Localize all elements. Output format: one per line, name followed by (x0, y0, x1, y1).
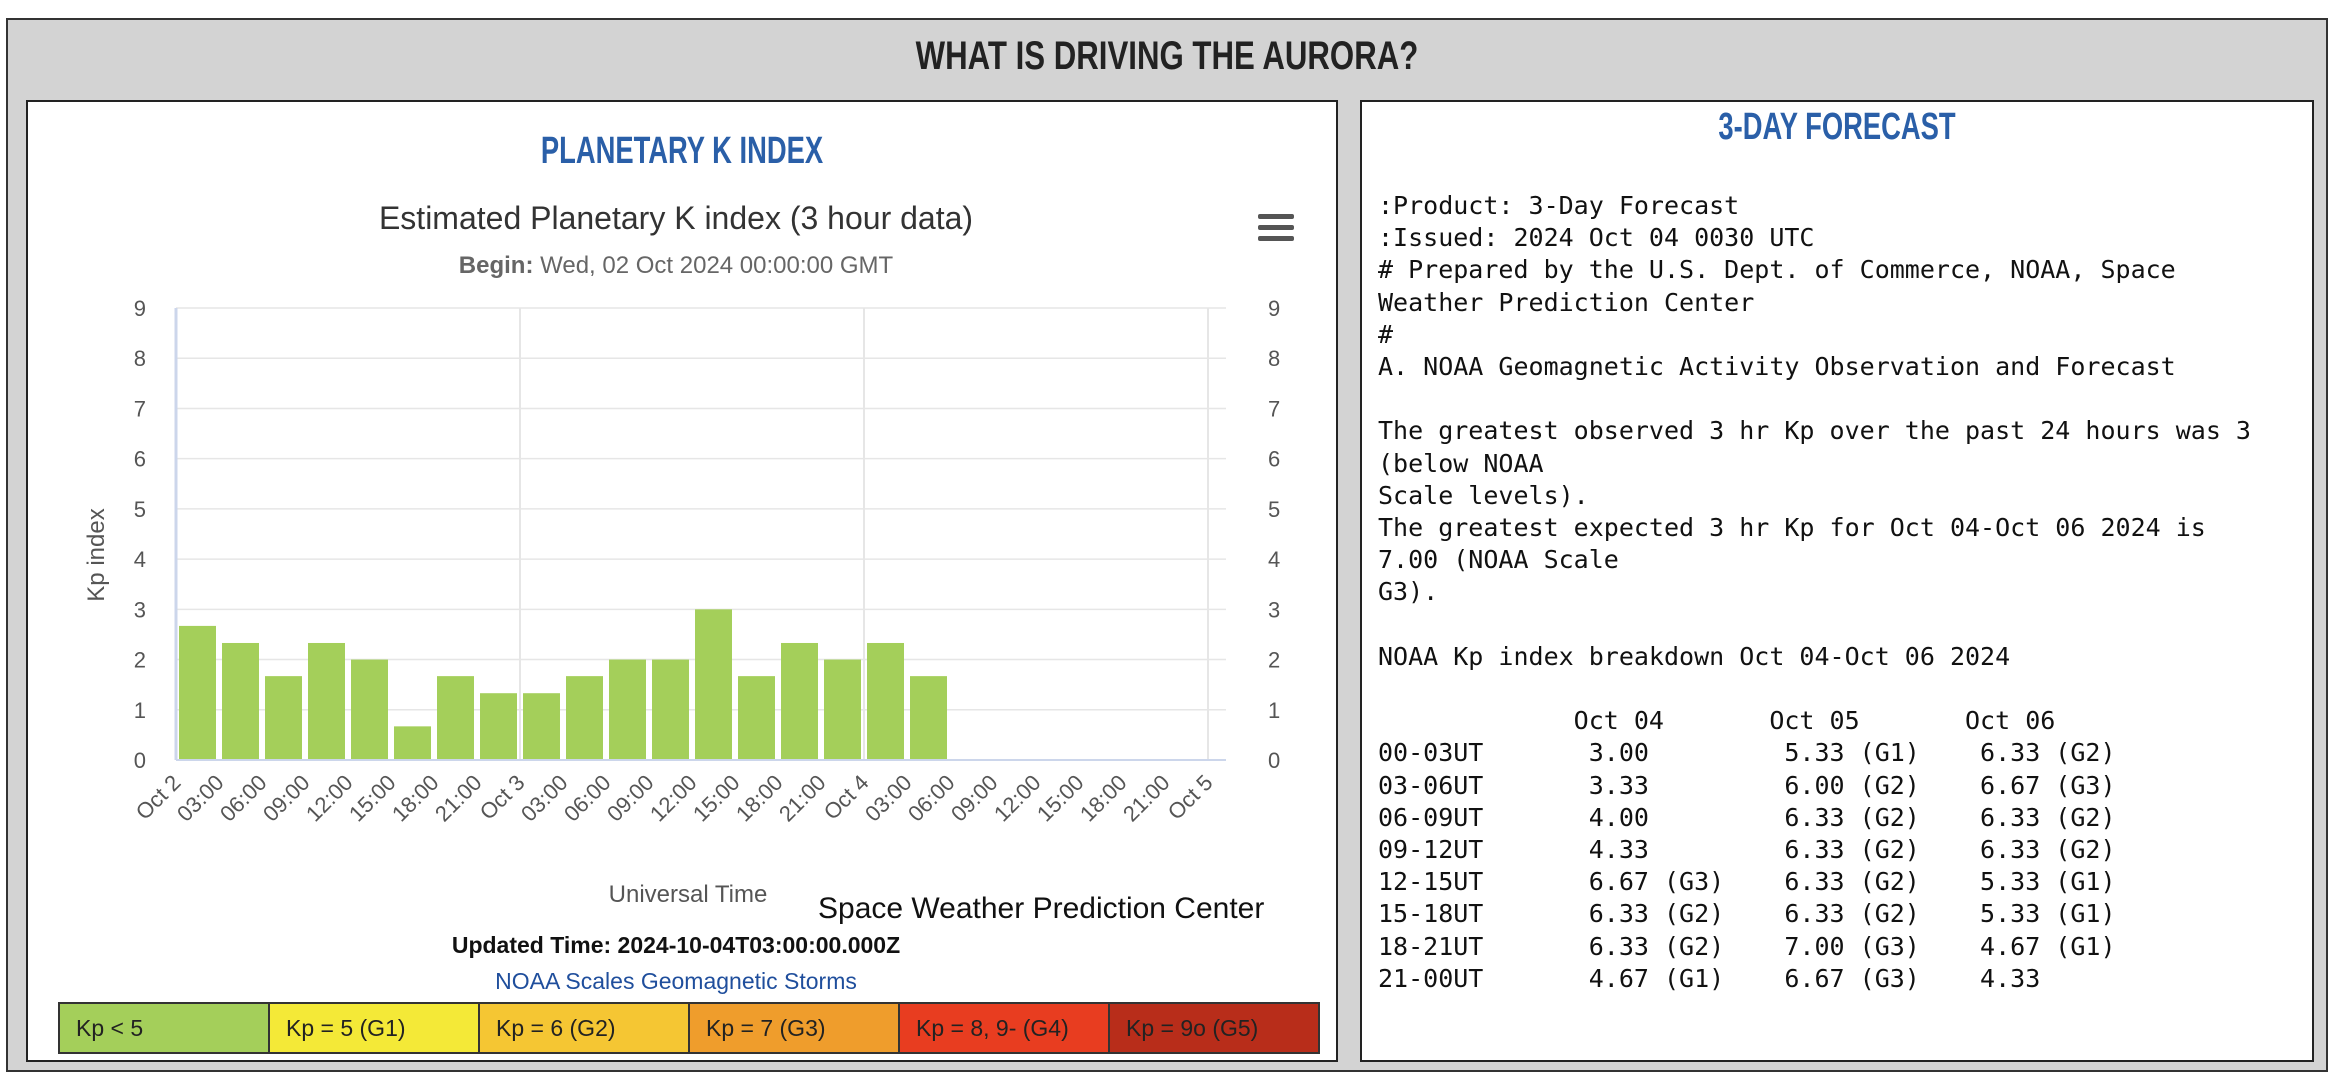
kp-bar[interactable] (265, 676, 302, 760)
subtitle-value: Wed, 02 Oct 2024 00:00:00 GMT (540, 252, 894, 279)
y-tick-label-right: 5 (1268, 496, 1281, 522)
kp-bar[interactable] (222, 643, 259, 760)
kp-bar[interactable] (523, 693, 560, 760)
kp-bar[interactable] (566, 676, 603, 760)
kp-bar[interactable] (308, 643, 345, 760)
legend-item: Kp = 6 (G2) (480, 1004, 690, 1052)
legend-item: Kp = 9o (G5) (1110, 1004, 1318, 1052)
y-tick-label-left: 6 (133, 446, 146, 472)
legend-item: Kp = 5 (G1) (270, 1004, 480, 1052)
y-tick-label-left: 3 (133, 597, 146, 623)
x-tick-label: 03:00 (515, 769, 573, 827)
kp-bar[interactable] (867, 643, 904, 760)
x-tick-label: 15:00 (343, 769, 401, 827)
kp-bar[interactable] (609, 660, 646, 760)
noaa-scales-link[interactable]: NOAA Scales Geomagnetic Storms (495, 968, 857, 994)
panel-title-forecast: 3-DAY FORECAST (1718, 106, 1956, 148)
x-tick-label: 03:00 (171, 769, 229, 827)
y-tick-label-left: 5 (133, 496, 146, 522)
kp-bar[interactable] (394, 726, 431, 760)
kp-bar[interactable] (781, 643, 818, 760)
x-tick-label: 21:00 (429, 769, 487, 827)
subtitle-label: Begin: (458, 252, 534, 279)
chart-title: Estimated Planetary K index (3 hour data) (378, 200, 974, 236)
y-tick-label-left: 2 (133, 647, 146, 673)
x-tick-label: 06:00 (902, 769, 960, 827)
kp-bar[interactable] (695, 609, 732, 760)
y-tick-label-right: 9 (1268, 296, 1281, 321)
x-tick-label: 09:00 (945, 769, 1003, 827)
kp-bar[interactable] (652, 660, 689, 760)
kp-bar[interactable] (437, 676, 474, 760)
x-tick-label: 15:00 (687, 769, 745, 827)
y-tick-label-right: 1 (1268, 697, 1281, 723)
y-tick-label-right: 7 (1268, 396, 1281, 422)
x-tick-label: 06:00 (558, 769, 616, 827)
kp-bar[interactable] (351, 660, 388, 760)
y-tick-label-right: 8 (1268, 346, 1281, 372)
x-tick-label: 21:00 (1117, 769, 1175, 827)
x-tick-label: 21:00 (773, 769, 831, 827)
legend-item: Kp = 7 (G3) (690, 1004, 900, 1052)
y-axis-title: Kp index (83, 508, 110, 602)
kp-bar[interactable] (738, 676, 775, 760)
panel-title-k-index: PLANETARY K INDEX (540, 130, 824, 172)
kp-bar[interactable] (480, 693, 517, 760)
y-tick-label-right: 3 (1268, 597, 1281, 623)
x-tick-label: 12:00 (988, 769, 1046, 827)
legend-item: Kp = 8, 9- (G4) (900, 1004, 1110, 1052)
x-tick-label: 09:00 (257, 769, 315, 827)
x-axis-title: Universal Time (608, 881, 768, 908)
y-tick-label-left: 8 (133, 346, 146, 372)
x-tick-label: 15:00 (1031, 769, 1089, 827)
kp-bar[interactable] (179, 626, 216, 760)
page-title: WHAT IS DRIVING THE AURORA? (915, 34, 1419, 78)
x-tick-label: 09:00 (601, 769, 659, 827)
y-tick-label-right: 2 (1268, 647, 1281, 673)
y-tick-label-left: 1 (133, 697, 146, 723)
x-tick-label: Oct 3 (474, 769, 530, 825)
x-tick-label: Oct 4 (818, 769, 874, 825)
x-tick-label: 06:00 (214, 769, 272, 827)
three-day-forecast-panel (1360, 100, 2314, 1062)
y-tick-label-left: 7 (133, 396, 146, 422)
x-tick-label: 12:00 (644, 769, 702, 827)
y-tick-label-right: 4 (1268, 547, 1281, 573)
planetary-k-index-panel (26, 100, 1338, 1062)
legend-item: Kp < 5 (60, 1004, 270, 1052)
y-tick-label-right: 6 (1268, 446, 1281, 472)
y-tick-label-left: 4 (133, 547, 146, 573)
aurora-section (6, 18, 2328, 1072)
kp-bar[interactable] (910, 676, 947, 760)
x-tick-label: Oct 5 (1162, 769, 1218, 825)
chart-bars (179, 609, 947, 760)
forecast-text: :Product: 3-Day Forecast :Issued: 2024 Oct 04 0030 UTC # Prepared by the U.S. Dept. of Commerce, NOAA, Space Weather Prediction Center # A. NOAA Geomagnetic Activity Observation and Forecast The greatest observed 3 hr Kp over the past 24 hours was 3 (below NOAA Scale levels). The greatest expected 3 hr Kp for Oct 04-Oct 06 2024 is 7.00 (NOAA Scale G3). NOAA Kp index breakdown Oct 04-Oct 06 2024 Oct 04 Oct 05 Oct 06 00-03UT 3.00 5.33 (G1) 6.33 (G2) 03-06UT 3.33 6.00 (G2) 6.67 (G3) 06-09UT 4.00 6.33 (G2) 6.33 (G2) 09-12UT 4.33 6.33 (G2) 6.33 (G2) 12-15UT 6.67 (G3) 6.33 (G2) 5.33 (G1) 15-18UT 6.33 (G2) 6.33 (G2) 5.33 (G1) 18-21UT 6.33 (G2) 7.00 (G3) 4.67 (G1) 21-00UT 4.67 (G1) 6.67 (G3) 4.33 (1378, 191, 2251, 993)
y-tick-label-left: 9 (133, 296, 146, 321)
y-tick-label-left: 0 (133, 748, 146, 773)
x-tick-label: 18:00 (1074, 769, 1132, 827)
x-tick-label: 03:00 (859, 769, 917, 827)
x-tick-label: 18:00 (730, 769, 788, 827)
kp-bar-chart (28, 102, 1324, 922)
kp-color-legend (58, 1002, 1320, 1054)
x-tick-label: Oct 2 (130, 769, 186, 825)
updated-time: Updated Time: 2024-10-04T03:00:00.000Z (451, 932, 901, 958)
chart-credits[interactable]: Space Weather Prediction Center (818, 892, 1265, 925)
y-tick-label-right: 0 (1268, 748, 1281, 773)
x-tick-label: 18:00 (386, 769, 444, 827)
kp-bar[interactable] (824, 660, 861, 760)
x-tick-label: 12:00 (300, 769, 358, 827)
